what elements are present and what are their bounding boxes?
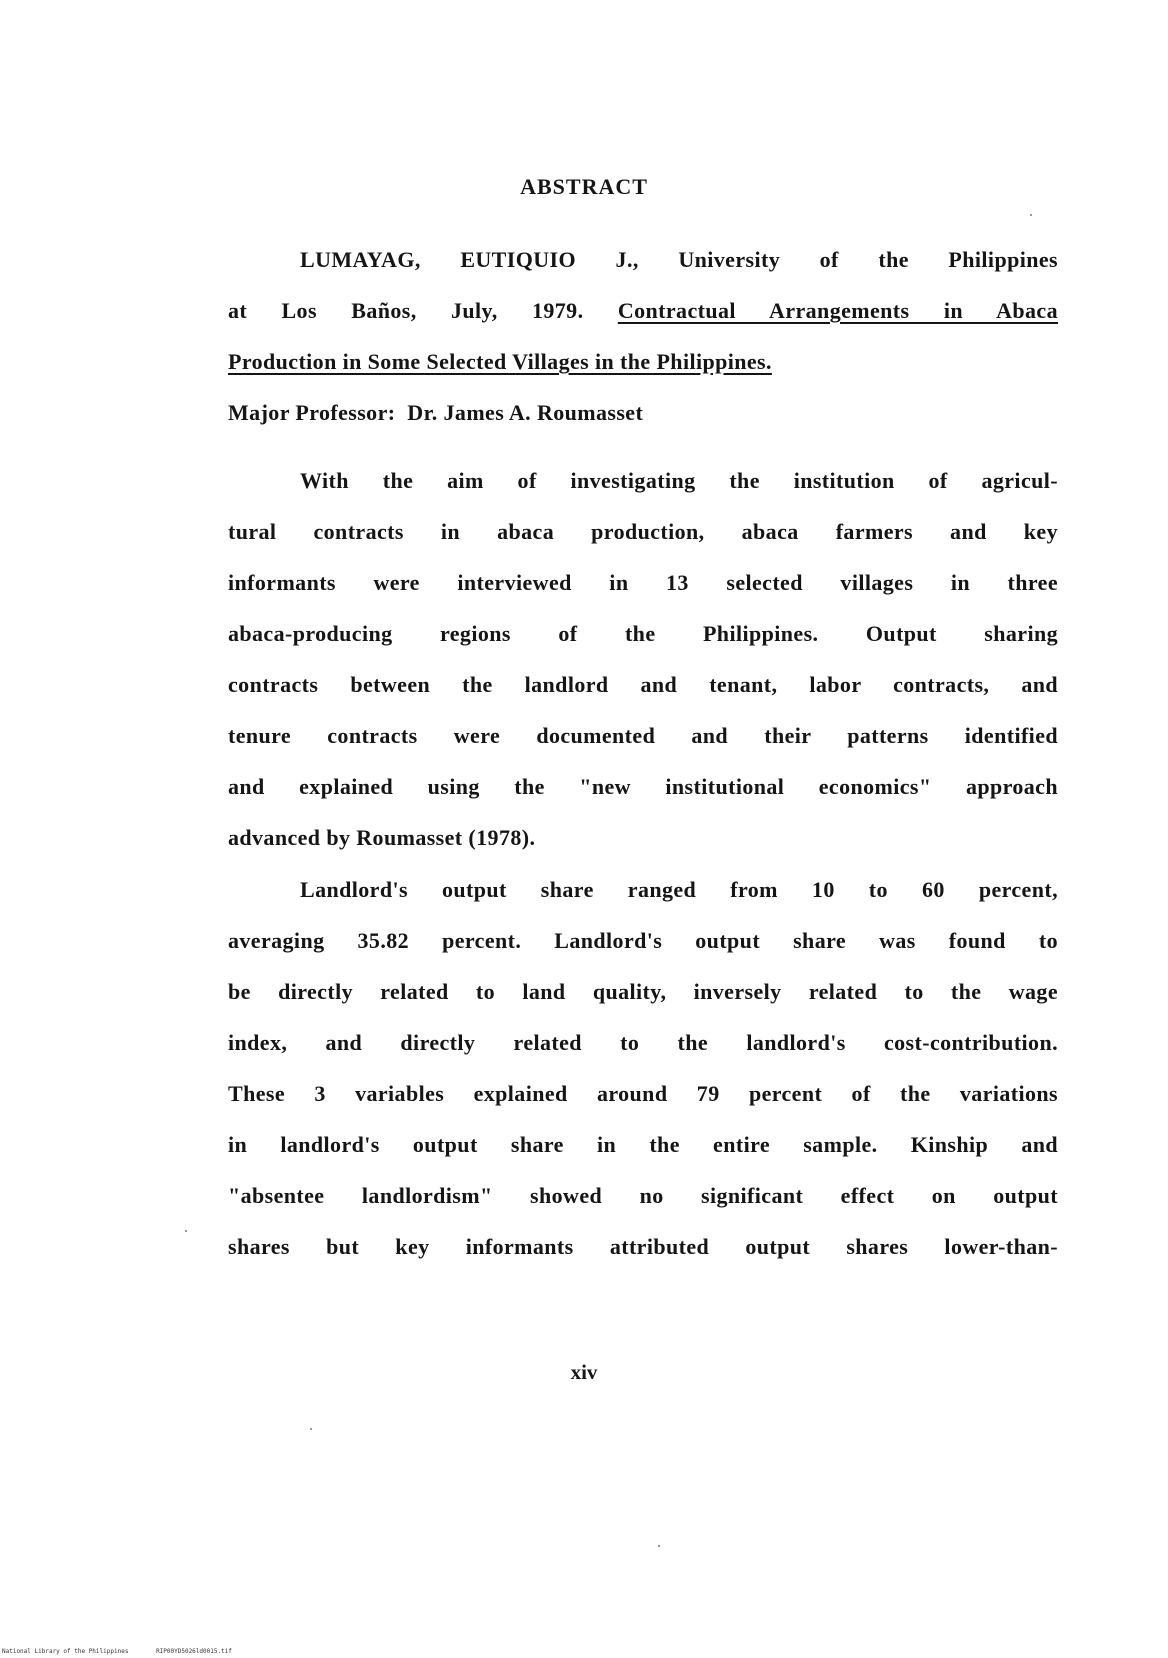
paragraph-2-line: be directly related to land quality, inversely related to the wage xyxy=(228,979,1058,1004)
footer-library: National Library of the Philippines xyxy=(2,1648,129,1655)
thesis-title-part-1: Contractual Arrangements in Abaca xyxy=(617,298,1058,323)
thesis-title-part-2: Production in Some Selected Villages in the Philippines. xyxy=(228,349,772,374)
citation-line-3 xyxy=(228,349,1058,375)
footer-file-id: RIP00YD5026ld0015.tif xyxy=(156,1648,232,1655)
citation-line-2 xyxy=(228,298,1058,324)
major-professor-label: Major Professor: xyxy=(228,400,396,425)
citation-line-4 xyxy=(228,400,1058,426)
citation-line-1 xyxy=(300,247,1058,273)
paragraph-2-line: These 3 variables explained around 79 percent of the variations xyxy=(228,1081,1058,1106)
paragraph-2-line: averaging 35.82 percent. Landlord's output share was found to xyxy=(228,928,1058,953)
major-professor-name: Dr. James A. Roumasset xyxy=(407,400,644,425)
paragraph-2-line: in landlord's output share in the entire sample. Kinship and xyxy=(228,1132,1058,1157)
paragraph-1-line: advanced by Roumasset (1978). xyxy=(228,825,536,850)
paragraph-1-line: With the aim of investigating the institution of agricul- xyxy=(300,468,1058,493)
paragraph-1-line: tenure contracts were documented and their patterns identified xyxy=(228,723,1058,748)
institution-name: University of the Philippines xyxy=(678,247,1058,272)
paragraph-2-line: index, and directly related to the landlord's cost-contribution. xyxy=(228,1030,1058,1055)
paragraph-2-line: shares but key informants attributed output shares lower-than- xyxy=(228,1234,1058,1259)
paragraph-1-line: tural contracts in abaca production, abaca farmers and key xyxy=(228,519,1058,544)
scan-speck xyxy=(310,1428,312,1430)
scan-speck xyxy=(1030,214,1032,216)
paragraph-1-line: and explained using the "new institutional economics" approach xyxy=(228,774,1058,799)
paragraph-2-line: "absentee landlordism" showed no significant effect on output xyxy=(228,1183,1058,1208)
paragraph-1-line: informants were interviewed in 13 selected villages in three xyxy=(228,570,1058,595)
place-date: at Los Baños, July, 1979. xyxy=(228,298,584,323)
author-name: LUMAYAG, EUTIQUIO J., xyxy=(300,247,639,272)
page-number: xiv xyxy=(570,1360,598,1384)
scan-speck xyxy=(658,1545,660,1547)
paragraph-2-line: Landlord's output share ranged from 10 to 60 percent, xyxy=(300,877,1058,902)
scan-footer xyxy=(2,1648,256,1655)
paragraph-1-line: contracts between the landlord and tenant, labor contracts, and xyxy=(228,672,1058,697)
scan-speck xyxy=(185,1230,187,1232)
paragraph-1-line: abaca-producing regions of the Philippines. Output sharing xyxy=(228,621,1058,646)
abstract-heading: ABSTRACT xyxy=(520,174,648,199)
